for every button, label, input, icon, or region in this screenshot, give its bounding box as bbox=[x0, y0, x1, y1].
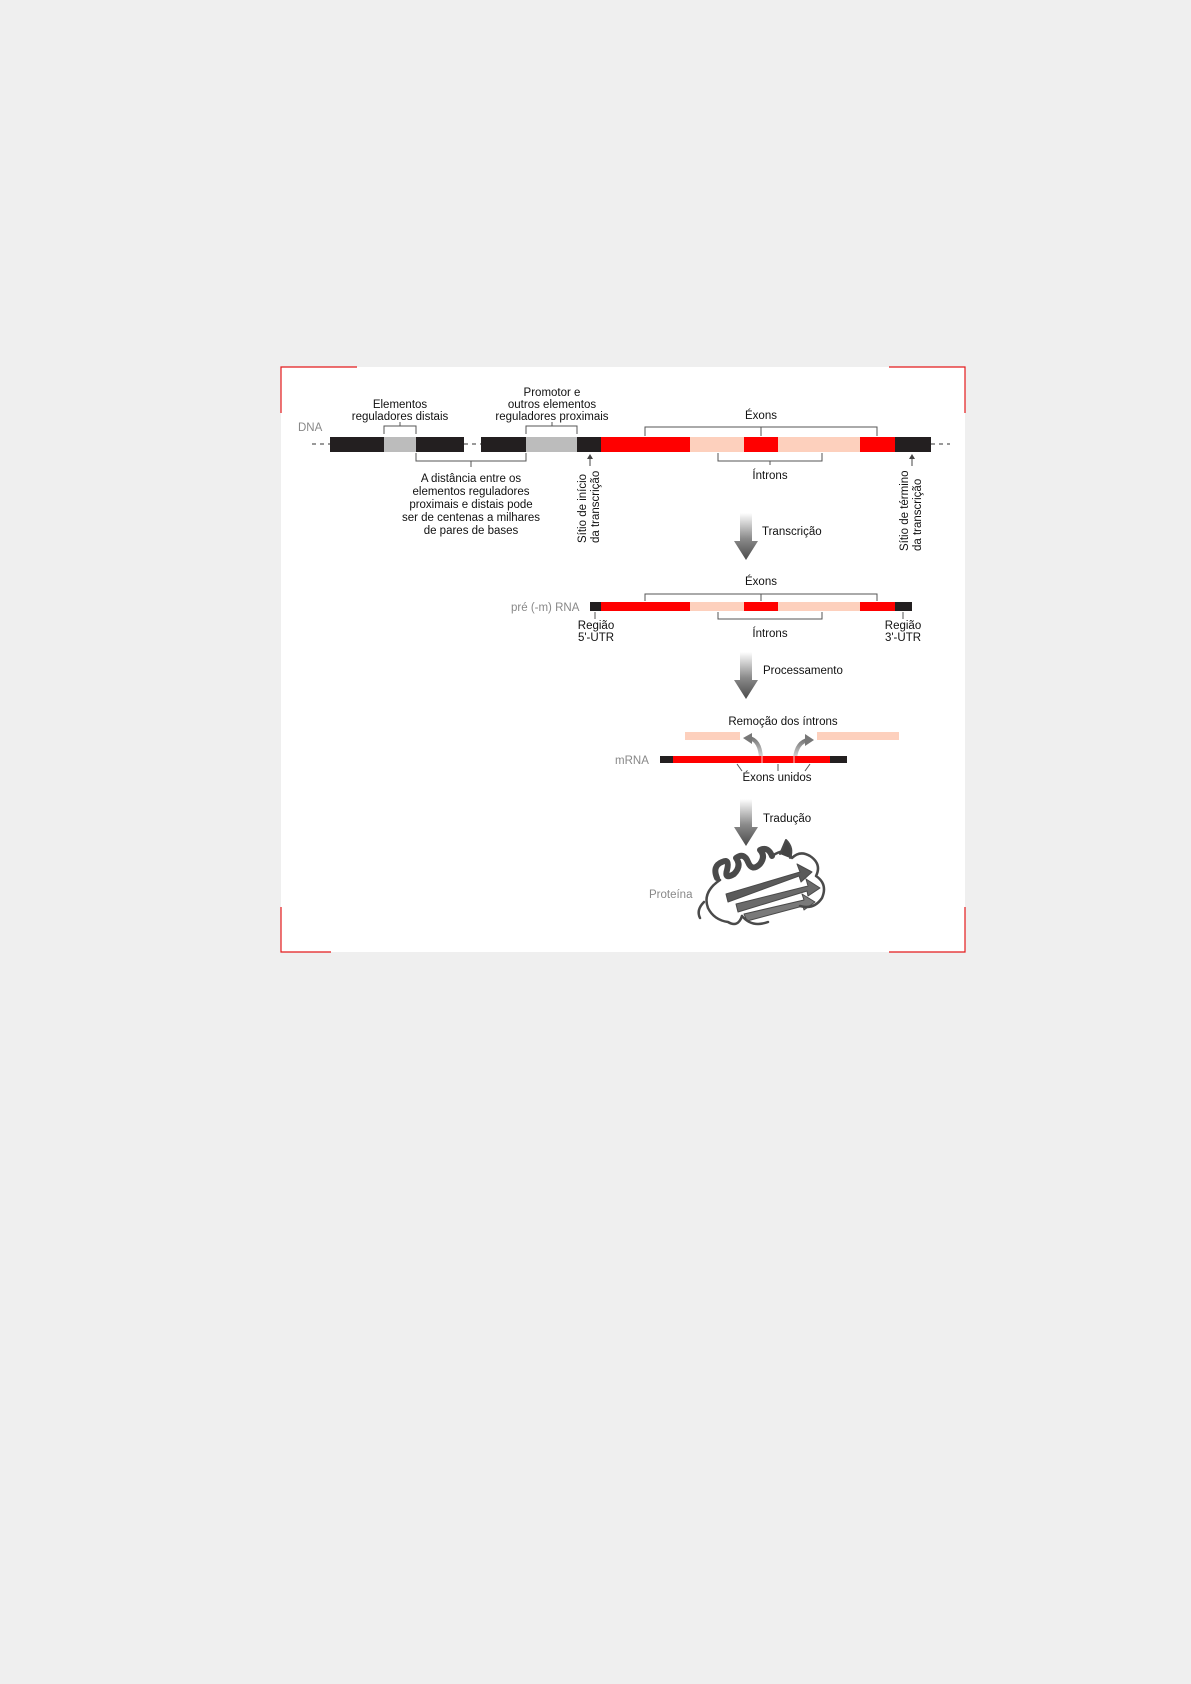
dna-distal-element bbox=[384, 437, 416, 452]
dna-exon-1 bbox=[601, 437, 690, 452]
mrna-exons bbox=[673, 756, 830, 763]
pre-mrna-exons-label: Éxons bbox=[745, 576, 777, 588]
pre-mrna-5utr bbox=[590, 602, 601, 611]
dna-introns-label: Íntrons bbox=[752, 470, 788, 482]
intron-removal-arrows bbox=[743, 733, 814, 758]
start-site-label-line2: da transcrição bbox=[590, 470, 602, 543]
promoter-label-line1: Promotor e bbox=[523, 387, 581, 399]
dna-distal-dark-left bbox=[330, 437, 384, 452]
translation-arrow-icon bbox=[734, 799, 758, 846]
end-site-label-line1: Sítio de término bbox=[899, 470, 911, 551]
distance-note-line1: A distância entre os bbox=[420, 473, 522, 485]
pre-mrna-exon-3 bbox=[860, 602, 895, 611]
processing-label: Processamento bbox=[763, 665, 843, 677]
dna-promoter-dark-right bbox=[577, 437, 601, 452]
protein-label: Proteína bbox=[649, 889, 693, 901]
dna-exon-3 bbox=[860, 437, 895, 452]
removed-intron-left bbox=[685, 732, 740, 740]
end-site-marker bbox=[909, 454, 915, 466]
transcription-arrow-icon bbox=[734, 513, 758, 560]
pre-mrna-strand bbox=[590, 602, 912, 611]
utr5-label-line1: Região bbox=[577, 620, 615, 632]
start-site-label-line1: Sítio de início bbox=[577, 473, 589, 543]
promoter-bracket bbox=[526, 422, 577, 434]
distal-elements-bracket bbox=[384, 422, 416, 434]
joined-exons-label: Éxons unidos bbox=[742, 772, 812, 784]
pre-mrna-exon-2 bbox=[744, 602, 778, 611]
dna-distal-dark-right bbox=[416, 437, 464, 452]
distance-note-line5: de pares de bases bbox=[423, 525, 519, 537]
dna-intron-1 bbox=[690, 437, 744, 452]
distance-bracket bbox=[416, 453, 526, 467]
pre-mrna-label: pré (-m) RNA bbox=[511, 602, 580, 614]
distal-elements-label-line1: Elementos bbox=[372, 399, 428, 411]
distance-note-line2: elementos reguladores bbox=[412, 486, 530, 498]
promoter-label-line2: outros elementos bbox=[507, 399, 597, 411]
dna-promoter-element bbox=[526, 437, 577, 452]
mrna-5utr bbox=[660, 756, 673, 763]
intron-removal-label: Remoção dos íntrons bbox=[728, 716, 838, 728]
pre-mrna-3utr bbox=[895, 602, 912, 611]
distance-note-line3: proximais e distais pode bbox=[409, 499, 533, 511]
utr3-label-line2: 3'-UTR bbox=[884, 632, 922, 644]
promoter-label-line3: reguladores proximais bbox=[495, 411, 609, 423]
dna-label: DNA bbox=[298, 422, 323, 434]
dna-strand bbox=[312, 437, 950, 452]
start-site-marker bbox=[587, 454, 593, 466]
translation-label: Tradução bbox=[763, 813, 812, 825]
removed-intron-right bbox=[817, 732, 899, 740]
utr3-label-line1: Região bbox=[884, 620, 922, 632]
pre-mrna-introns-bracket bbox=[718, 612, 822, 619]
end-site-label-line2: da transcrição bbox=[912, 478, 924, 551]
dna-exons-bracket bbox=[645, 427, 877, 436]
pre-mrna-exons-bracket bbox=[645, 594, 877, 601]
joined-exons-pointers bbox=[737, 764, 810, 771]
dna-intron-2 bbox=[778, 437, 860, 452]
dna-exons-label: Éxons bbox=[745, 410, 777, 422]
processing-arrow-icon bbox=[734, 652, 758, 699]
pre-mrna-exon-1 bbox=[601, 602, 690, 611]
dna-promoter-dark-left bbox=[481, 437, 526, 452]
distance-note-line4: ser de centenas a milhares bbox=[401, 512, 541, 524]
mrna-strand bbox=[660, 756, 847, 763]
pre-mrna-intron-1 bbox=[690, 602, 744, 611]
distal-elements-label-line2: reguladores distais bbox=[351, 411, 449, 423]
utr5-label-line2: 5'-UTR bbox=[577, 632, 615, 644]
mrna-label: mRNA bbox=[615, 755, 649, 767]
crop-marks bbox=[281, 367, 965, 952]
dna-terminator-dark bbox=[895, 437, 931, 452]
dna-introns-bracket bbox=[718, 453, 822, 465]
mrna-3utr bbox=[830, 756, 847, 763]
pre-mrna-intron-2 bbox=[778, 602, 860, 611]
dna-exon-2 bbox=[744, 437, 778, 452]
transcription-label: Transcrição bbox=[762, 526, 822, 538]
pre-mrna-introns-label: Íntrons bbox=[752, 628, 788, 640]
protein-ribbon-icon bbox=[699, 840, 824, 924]
